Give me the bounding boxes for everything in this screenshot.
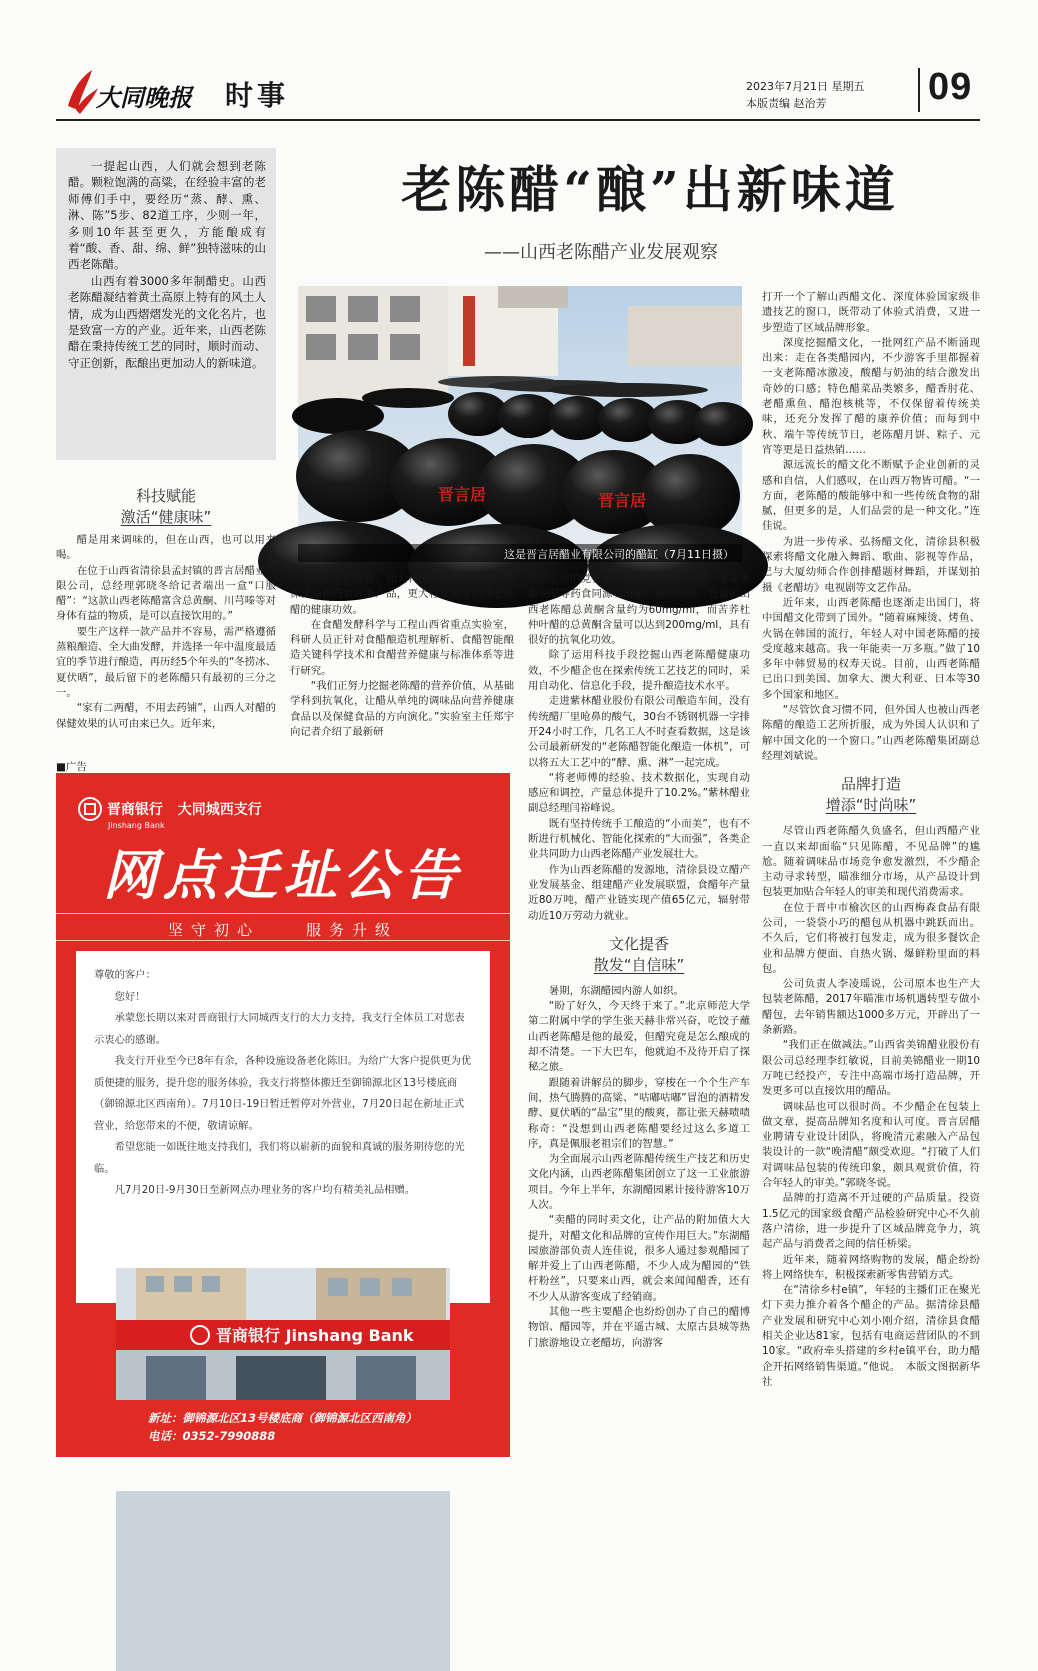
ad-paragraph: 我支行开业至今已8年有余，各种设施设备老化陈旧。为给广大客户提供更为优质便捷的服务，提升您的服务体验，我支行将整体搬迁至御锦源北区13号楼底商（御锦源北区西南角）。7月10日-19日暂迁暂停对外营业，7月20日起在新址正式营业，给您带来的不便，敬请谅解。 xyxy=(94,1055,472,1132)
jar-label: 晋言居 xyxy=(438,485,487,504)
jar-label: 晋言居 xyxy=(598,491,647,510)
ad-bank-name: 晋商银行 xyxy=(106,802,163,818)
article-paragraph: 既有坚持传统手工酿造的“小而美”，也有不断进行机械化、智能化探索的“大而强”，各类企业共同助力山西老陈醋产业发展壮大。 xyxy=(528,817,750,861)
article-paragraph: 在位于山西省清徐县孟封镇的晋言居醋业有限公司，总经理郭晓冬给记者端出一盒“口服醋”：“这款山西老陈醋富含总黄酮、川芎嗪等对身体有益的物质，是可以直接饮用的。” xyxy=(56,564,276,623)
ad-branch-name: 大同城西支行 xyxy=(177,802,262,818)
article-paragraph: “我们正努力挖掘老陈醋的营养价值，从基础学科到抗氧化，让醋从单纯的调味品向营养健康食品以及保健食品的方向演化。”实验室主任郑宇向记者介绍了最新研 xyxy=(290,680,514,738)
article-paragraph: 作为山西老陈醋的发源地，清徐县设立醋产业发展基金、组建醋产业发展联盟，食醋年产量近80万吨，醋产业链实现产值65亿元，辐射带动近10万劳动力就业。 xyxy=(528,863,750,922)
header-rule xyxy=(56,119,980,121)
ad-slogan: 坚守初心 服务升级 xyxy=(167,921,398,939)
article-paragraph: 尽管山西老陈醋久负盛名，但山西醋产业一直以来却面临“只见陈醋，不见品牌”的尴尬。随着调味品市场竞争愈发激烈，不少醋企主动寻求转型，瞄准细分市场，从产品设计到包装更加贴合年轻人的审美和现代消费需求。 xyxy=(762,825,980,899)
bank-building-photo xyxy=(116,1491,450,1671)
subtitle-line: 文化提香 xyxy=(608,934,669,953)
section-subtitle-tech xyxy=(56,486,276,528)
ad-notice-letter xyxy=(76,951,490,1303)
article-paragraph: 为进一步传承、弘扬醋文化，清徐县积极探索将醋文化融入舞蹈、歌曲、影视等作品，已与大厦幼师合作创排醋题材舞蹈，并谋划拍摄《老醋坊》电视剧等文艺作品。 xyxy=(762,535,980,594)
article-paragraph: 调味品也可以很时尚。不少醋企在包装上做文章，提高品牌知名度和认可度。晋言居醋业聘请专业设计团队，将晚清元素融入产品包装设计的一款“晚清醋”颇受欢迎。“打破了人们对调味品包装的传统印象，颇具观赏价值，符合年轻人的审美。”郭晓冬说。 xyxy=(762,1100,980,1190)
article-paragraph: 近年来，随着网络购物的发展，醋企纷纷将上网络快车，积极探索新零售营销方式。 xyxy=(762,1253,980,1281)
article-column-2 xyxy=(290,572,514,740)
article-paragraph: 一些醋企开拓思路，加大科研投入，陆续推出醋保健品和药食同源产品，更大程度激发山西老陈醋的健康功效。 xyxy=(290,573,514,616)
article-paragraph: 在食醋发酵科学与工程山西省重点实验室，科研人员正针对食醋酿造机理解析、食醋智能酿造关键科学技术和食醋营养健康与标准体系等进行研究。 xyxy=(290,618,514,677)
ad-salutation: 尊敬的客户： xyxy=(94,969,156,981)
article-paragraph: 在位于晋中市榆次区的山西梅森食品有限公司，一袋袋小巧的醋包从机器中跳跃而出。不久后，它们将被打包发走，成为很多餐饮企业和品牌方便面、自热火锅、爆鲜粉里面的料包。 xyxy=(762,901,980,975)
article-paragraph: 源远流长的醋文化不断赋予企业创新的灵感和自信，人们感叹，在山西万物皆可醋。“一方面，老陈醋的酸能够中和一些传统食物的甜腻，但更多的是，人们品尝的是一种文化。”连佳说。 xyxy=(762,459,980,533)
article-paragraph: 其他一些主要醋企也纷纷创办了自己的醋博物馆、醋园等，并在平遥古城、太原古县城等热门旅游地设立老醋坊，向游客 xyxy=(528,1306,750,1349)
vinegar-jars-illustration xyxy=(298,286,742,562)
ad-bank-name-en: Jinshang Bank xyxy=(108,821,165,830)
bank-logo-icon xyxy=(78,797,102,821)
article-paragraph: 跟随着讲解员的脚步，穿梭在一个个生产车间，热气腾腾的高粱、“咕嘟咕嘟”冒泡的酒精发酵、夏伏晒的“晶宝”里的酸爽，都让张天赫啧啧称奇：“没想到山西老陈醋要经过这么多道工序，真是佩服老祖宗们的智慧。” xyxy=(528,1076,750,1150)
subtitle-line: 散发“自信味” xyxy=(593,955,685,974)
article-headline: 老陈醋“酿”出新味道 xyxy=(401,160,899,219)
ad-label: ■广告 xyxy=(56,761,87,773)
subtitle-line: 增添“时尚味” xyxy=(825,796,917,815)
ad-phone: 电话：0352-7990888 xyxy=(148,1429,276,1443)
article-paragraph: 打开一个了解山西醋文化、深度体验国家级非遗技艺的窗口，既带动了体验式消费，又进一步塑造了区域品牌形象。 xyxy=(762,291,980,334)
article-paragraph: 发并上市的党参黄芪醋、苦荞杜仲叶醋、枣花蜜葡萄醋等药食同源功能醋。他举例说，普通的山西老陈醋总黄酮含量约为60mg/ml，而苦荞杜仲叶醋的总黄酮含量可以达到200mg/ml，具有很好的抗氧化功效。 xyxy=(528,573,750,647)
article-paragraph: 醋是用来调味的，但在山西，也可以用来喝。 xyxy=(56,534,276,562)
bank-building-illustration xyxy=(116,1268,450,1400)
ad-paragraph: 希望您能一如既往地支持我们，我们将以崭新的面貌和真诚的服务期待您的光临。 xyxy=(94,1141,465,1175)
section-subtitle-brand xyxy=(762,774,980,816)
ad-title: 网点迁址公告 xyxy=(103,843,463,907)
article-column-1 xyxy=(56,533,276,732)
ad-paragraph: 凡7月20日-9月30日至新网点办理业务的客户均有精美礼品相赠。 xyxy=(114,1184,416,1196)
article-paragraph: “家有二两醋，不用去药铺”，山西人对醋的保健效果的认可由来已久。近年来， xyxy=(56,702,276,730)
issue-date: 2023年7月21日 星期五 xyxy=(746,80,865,93)
vinegar-jars-photo xyxy=(298,286,742,562)
article-paragraph: 要生产这样一款产品并不容易，需严格遵循蒸粮酿造、全大曲发酵，并选择一年中温度最适宜的季节进行酿造，再历经5个年头的“冬捞冰、夏伏晒”，最后留下的老陈醋只有最初的三分之一。 xyxy=(56,625,276,699)
building-sign-text: 晋商银行 Jinshang Bank xyxy=(216,1326,414,1345)
article-paragraph: “卖醋的同时卖文化，让产品的附加值大大提升，对醋文化和品牌的宣传作用巨大。”东湖醋园旅游部负责人连佳说，很多人通过参观醋园了解并爱上了山西老陈醋，不少人成为醋园的“铁杆粉丝”，只要来山西，就会来闻闻醋香，还有不少人从游客变成了经销商。 xyxy=(528,1214,750,1303)
article-paragraph: 为全面展示山西老陈醋传统生产技艺和历史文化内涵，山西老陈醋集团创立了这一工业旅游项目。今年上半年，东湖醋园累计接待游客10万人次。 xyxy=(528,1153,750,1211)
ad-contact-info xyxy=(148,1409,417,1445)
article-paragraph: 深度挖掘醋文化，一批网红产品不断涌现出来：走在各类醋园内，不少游客手里都握着一支老陈醋冰激凌，酸醋与奶油的结合激发出奇妙的口感；特色醋菜品类繁多，醋香肘花、老醋熏鱼、醋泡核桃等，不仅保留着传统美味，还充分发挥了醋的康养价值；而每到中秋、端午等传统节日，老陈醋月饼、粽子、元宵等更是日益热销…… xyxy=(762,336,980,456)
article-paragraph: 除了运用科技手段挖掘山西老陈醋健康功效，不少醋企也在探索传统工艺技艺的同时，采用自动化、信息化手段，提升酿造技术水平。 xyxy=(528,649,750,693)
article-paragraph: 在“清徐乡村e镇”，年轻的主播们正在聚光灯下卖力推介着各个醋企的产品。据清徐县醋产业发展和研究中心刘小刚介绍，清徐县食醋相关企业达81家，包括有电商运营团队的不到10家。“政府牵头搭建的乡村e镇平台，助力醋企开拓网络销售渠道。”他说。 本版文图据新华社 xyxy=(762,1284,980,1388)
article-paragraph: “盼了好久，今天终于来了。”北京师范大学第二附属中学的学生张天赫非常兴奋，吃饺子蘸山西老陈醋是他的最爱，但醋究竟是怎么酿成的却不清楚。一下大巴车，他就迫不及待开启了探秘之旅。 xyxy=(528,1000,750,1074)
lead-paragraph: 山西有着3000多年制醋史。山西老陈醋凝结着黄土高原上特有的风土人情，成为山西熠熠发光的文化名片，也是致富一方的产业。近年来，山西老陈醋在秉持传统工艺的同时，顺时而动、守正创新，酝酿出更加动人的新味道。 xyxy=(68,273,266,370)
lead-paragraph: 一提起山西，人们就会想到老陈醋。颗粒饱满的高粱，在经验丰富的老师傅们手中，要经历“蒸、酵、熏、淋、陈”5步、82道工序，少则一年，多则10年甚至更久，方能酿成有着“酸、香、甜、绵、鲜”独特滋味的山西老陈醋。 xyxy=(68,159,266,272)
section-title: 时事 xyxy=(225,79,290,112)
page-number: 09 xyxy=(928,66,973,108)
subtitle-line: 激活“健康味” xyxy=(120,508,212,526)
article-paragraph: 近年来，山西老陈醋也逐渐走出国门，将中国醋文化带到了国外。“随着麻辣烫、烤鱼、火锅在韩国的流行，年轻人对中国老陈醋的接受度越来越高。我一年能卖一万多瓶。”做了10多年中韩贸易的权寿天说。目前，山西老陈醋已出口到美国、加拿大、澳大利亚、日本等30多个国家和地区。 xyxy=(762,596,980,701)
lead-summary-box xyxy=(56,148,276,460)
page-editor: 本版责编 赵治芳 xyxy=(746,97,827,110)
header-divider xyxy=(918,68,920,112)
masthead-logo xyxy=(62,66,192,122)
article-paragraph: 公司负责人李凌瑶说，公司原本也生产大包装老陈醋，2017年瞄准市场机遇转型专做小醋包，去年销售额达1000多万元，开辟出了一条新路。 xyxy=(762,978,980,1037)
photo-caption: 这是晋言居醋业有限公司的醋缸（7月11日摄） xyxy=(298,544,742,562)
article-column-4 xyxy=(762,290,980,1390)
article-subheadline: ——山西老陈醋产业发展观察 xyxy=(484,242,718,263)
subtitle-line: 科技赋能 xyxy=(135,487,196,505)
ad-address: 新址：御锦源北区13号楼底商（御锦源北区西南角） xyxy=(148,1411,418,1425)
masthead-text: 大同晚报 xyxy=(96,83,192,112)
bank-relocation-ad xyxy=(56,773,510,1457)
ad-bank-brand xyxy=(78,797,262,830)
article-column-3 xyxy=(528,572,750,1351)
article-paragraph: “将老师傅的经验、技术数据化，实现自动感应和调控，产量总体提升了10.2%。”紫林醋业副总经理闫裕峰说。 xyxy=(528,771,750,815)
article-paragraph: “尽管饮食习惯不同，但外国人也被山西老陈醋的酿造工艺所折服，成为外国人认识和了解中国文化的一个窗口。”山西老陈醋集团副总经理刘斌说。 xyxy=(762,704,980,762)
ad-paragraph: 承蒙您长期以来对晋商银行大同城西支行的大力支持，我支行全体员工对您表示衷心的感谢。 xyxy=(94,1012,465,1046)
subtitle-line: 品牌打造 xyxy=(840,775,901,794)
ad-greeting: 您好！ xyxy=(114,990,146,1003)
section-subtitle-culture xyxy=(528,934,750,976)
article-paragraph: “我们正在做减法。”山西省美锦醋业股份有限公司总经理李红敏说，目前美锦醋业一期10万吨已经投产，专注中高端市场打造品牌，开发更多可以直接饮用的醋品。 xyxy=(762,1039,980,1098)
article-paragraph: 品牌的打造离不开过硬的产品质量。投资1.5亿元的国家级食醋产品检验研究中心不久前落户清徐，进一步提升了区域品牌竞争力，筑起产品与消费者之间的信任桥梁。 xyxy=(762,1192,980,1251)
article-paragraph: 走进紫林醋业股份有限公司酿造车间，没有传统醋厂里呛鼻的酸气，30台不锈钢机器一字排开24小时工作，几名工人不时查看数据，这是该公司最新研发的“老陈醋智能化酿造一体机”，可以将五大工艺中的“酵、熏、淋”一起完成。 xyxy=(528,695,750,769)
article-paragraph: 暑期，东湖醋园内游人如织。 xyxy=(548,984,684,997)
